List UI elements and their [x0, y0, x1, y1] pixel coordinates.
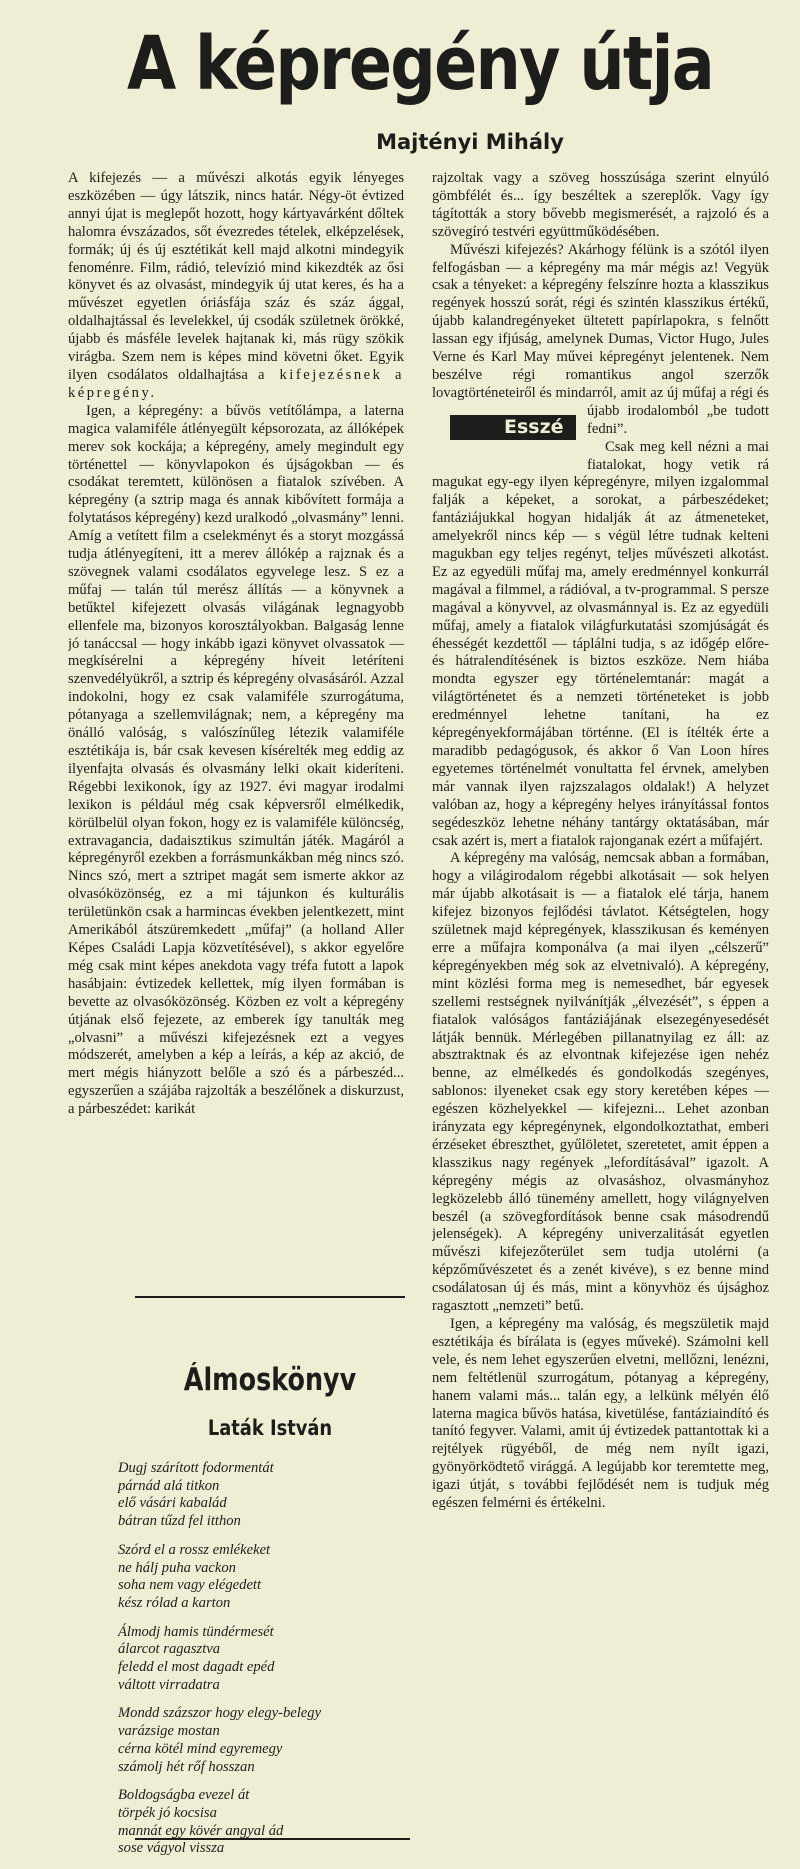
poem-stanza	[118, 1624, 408, 1695]
poem-line: sose vágyol vissza	[118, 1840, 225, 1857]
poem-line: Mondd százszor hogy elegy-belegy	[118, 1705, 322, 1722]
article-title: A képregény útja	[127, 21, 713, 107]
poem-stanza	[118, 1542, 408, 1613]
article-paragraph: Művészi kifejezés? Akárhogy félünk is a szótól ilyen felfogásban — a képregény ma már mégis az! Vegyük csak a tényeket: a képregény felszínre hozta a klasszikus regények hosszú sorát, régi és szintén klasszikus értékű, újabb kalandregényeket ültetett papírlapokra, s felnőtt lassan egy ifjúság, amelynek Dumas, Victor Hugo, Jules Verne és Karl May művei képregényt jelentenek. Nem beszélve régi romantikus angol szerzők lovagtörténeteiről és mindarról, amit az új Esszé műfaj a régi és újabb irodalomból „be tudott fedni”.	[432, 241, 769, 438]
poem-line: bátran tűzd fel itthon	[118, 1513, 241, 1530]
poem-line: kész rólad a karton	[118, 1594, 231, 1611]
poem-line: cérna kötél mind egyremegy	[118, 1740, 283, 1757]
article-right-column	[432, 170, 769, 1820]
poem-stanza	[118, 1705, 408, 1776]
poem-line: varázsige mostan	[118, 1723, 220, 1740]
essze-label: Esszé	[450, 415, 576, 440]
article-paragraph: A képregény ma valóság, nemcsak abban a formában, hogy a világirodalom régebbi alkotásait — sok helyen már újabb alkotásait is — a fiatalok elé tárja, hanem kifejez bizonyos fejlődési távlatot. Kétségtelen, hogy születnek majd képregények, klasszikusan és keményen erre a műfajra komponálva (a mai ilyen „célszerű” képregényekben még sok az elvetnivaló). A képregény, mint közlési forma meg is nemesedhet, bár egyesek szellemi restségnek nyilvánítják „élvezését”, s éppen a fiatalok valóságos fantáziájának elsezegényesedését látják bennük. Mérlegében pillanatnyilag ez áll: az absztraktnak és az elvontnak kifejezése igen nehéz benne, az elmélkedés és gondolkodás szegényes, sablonos: ilyeneket csak egy story keretében képes — egészen közhelyekkel — kifejezni... Lehet azonban irányzata egy képregénynek, elgondolkoztathat, emberi érzéseket ébreszthet, gyűlöletet, szeretetet, amit éppen a klasszikus nagy regények „lefordításával” igazolt. A képregény mégis az olvasáshoz, olvasmányhoz legközelebb álló tünemény amellett, hogy világnyelven beszél (a szövegfordítások benne csak másodrendű jelenségek). A képregény univerzalitását egyetlen művészi kifejezőterület sem tudja utolérni (a képzőművészetet és a zenét kivéve), s ez benne mind csodálatosan új és más, mint a könyvhöz és újsághoz ragasztott „nemzeti” betű.	[432, 850, 769, 1315]
poem-line: Boldogságba evezel át	[118, 1787, 250, 1804]
poem-line: álarcot ragasztva	[118, 1641, 221, 1658]
article-paragraph: Csak meg kell nézni a mai fiatalokat, hogy vetik rá magukat egy-egy ilyen képregényre, milyen izgalommal falják a képeket, a sorokat, a párbeszédeket; fantáziájukkal hogyan hidalják át az átmeneteket, amelyekről nincs kép — s végül létre tudnak kelteni magukban egy teljes regényt, teljes művészeti alkotást. Ez az egyedüli műfaj ma, amely eredménnyel konkurrál magával a filmmel, a rádióval, a tv-programmal. S persze magával a könyvvel, az olvasmánnyal is. Ez az egyedüli műfaj, amely a fiatalok világfurkutatási szomjúságát és éhességét kezdettől — táplálni tudja, s az időgép előre- és hátralendítésének is biztos eszköze. Nem hiába mondta egyszer egy történelemtanár: magát a világtörténetet és a nemzeti történeteket is jobb eredménnyel lehetne tanítani, ha ez képregényekformájában történne. (El is ítélték érte a maradibb pedagógusok, és akkor ő Van Loon híres egyetemes történelmét vonultatta fel érvnek, amelyben már vannak ilyen rajzszalagos oldalak!) A helyzet valóban az, hogy a képregény helyes irányítással fontos segédeszköz lehetne néhány tantárgy oktatásában, már csak azért is, mert a fiatalok rajonganak ezért a műfajért.	[432, 438, 769, 849]
bottom-divider	[135, 1838, 410, 1840]
poem-line: váltott virradatra	[118, 1676, 220, 1693]
section-divider	[135, 1296, 405, 1298]
article-paragraph: Igen, a képregény ma valóság, és megszületik majd esztétikája és bírálata is (egyes műveké). Számolni kell vele, és nem lehet egyszerűen elvetni, mellőzni, lenézni, nem feltétlenül szurrogátum, pótanyag a képregény, hanem valami más... talán egy, a lelkünk mélyén élő laterna magica bűvös hatása, kivetülése, fantáziaindító és tanító fegyver. Valami, amit új évtizedek pattantottak ki a rejtélyek rügyéből, de még nem nyílt igazi, gyönyörködtető virággá. A legújabb kor teremtette meg, igazi útját, s további fejlődését nem is tudjuk még egészen felmérni és értékelni.	[432, 1316, 769, 1512]
poem-title: Álmoskönyv	[183, 1362, 357, 1398]
poem-line: számolj hét rőf hosszan	[118, 1758, 255, 1775]
article-paragraph: Igen, a képregény: a bűvös vetítőlámpa, a laterna magica valamiféle átlényegült képsorozata, az állóképek merev sok kockája; a képregény, amely megindult egy történettel — könyvlapokon és újságokban — és csodákat teremtett, különösen a fiatalok szívében. A képregény (a sztrip maga és annak kibővített formája a folytatásos képregény) kezd uralkodó „olvasmány” lenni. Amíg a vetített film a cselekményt és a storyt mozgássá tudja átlényegíteni, itt a merev állókép a rajznak és a szövegnek valami csodálatos egyvelege lesz. S ez a műfaj — talán túl merész állítás — a könyvnek a betűktel kifejezett olvasás világának legnagyobb ellenfele ma, bizonyos korosztályokban. Balgaság lenne jó tanáccsal — hogy inkább igazi könyvet olvassatok — megkísérelni a képregény híveit letéríteni szenvedélyükről, a sztrip és képregény olvasásáról. Azzal indokolni, hogy ez csak valamiféle szurrogátuma, pótanyaga a szellemvilágnak; nem, a képregény ma önálló valóság, s valószínűleg létezik valamiféle esztétikája is, bár csak kevesen kísérelték meg eddig az ilyenfajta olvasás és olvasmány lelki okait kideríteni. Régebbi lexikonok, így az 1927. évi magyar irodalmi lexikon is például még csak képversről elmélkedik, körülbelül olyan fokon, hogy ez is valamiféle különcség, extravagancia, dadaisztikus szimultán játék. Magáról a képregényről ezekben a forrásmunkákban még nincs szó. Nincs szó, mert a sztripet magát sem ismerte akkor az olvasóközönség, ez a mi tájunkon és kulturális területünkön csak a harmincas években jelentkezett, mint Amerikából átszüremkedett „műfaj” (a holland Aller Képes Családi Lapja közvetítésével), s akkor egyelőre még csak mint képes anekdota vagy tréfa futott a lapok hasábjain: évtizedek kellettek, míg ilyen formában is bevette az olvasóközönség. Közben ez volt a képregény útjának első fejezete, az emberek így tanulták meg „olvasni” a művészi kifejezésnek ezt a vegyes módszerét, amelyben a kép a leírás, a kép az akció, de mert mégis hiányzott belőle a szó és a párbeszéd... egyszerűen a szájába rajzolták a beszélőnek a diskurzust, a párbeszédet: karikát	[68, 402, 404, 1118]
poem-stanza	[118, 1460, 408, 1531]
poem-line: soha nem vagy elégedett	[118, 1577, 262, 1594]
article-paragraph: rajzoltak vagy a szöveg hosszúsága szerint elnyúló gömbfélét és... így beszéltek a szereplők. Vagy így tágították a story bővebb megismerését, a rajzoló és a szövegíró testvéri együttműködésében.	[432, 170, 769, 240]
poem-author: Laták István	[207, 1416, 333, 1440]
poem-line: Szórd el a rossz emlékeket	[118, 1541, 271, 1558]
article-left-column	[68, 170, 404, 1285]
poem-line: mannát egy kövér angyal ád	[118, 1822, 284, 1839]
poem-stanza	[118, 1787, 408, 1858]
poem-line: Dugj szárított fodormentát	[118, 1460, 274, 1476]
article-author: Majtényi Mihály	[376, 130, 564, 154]
poem-line: feledd el most dagadt epéd	[118, 1659, 275, 1676]
poem-line: elő vásári kabalád	[118, 1495, 227, 1512]
poem-line: párnád alá titkon	[118, 1477, 220, 1494]
poem-line: Álmodj hamis tündérmesét	[118, 1623, 274, 1640]
article-paragraph: A kifejezés — a művészi alkotás egyik lényeges eszközében — úgy látszik, nincs határ. Négy-öt évtized annyi újat is meglepőt hozott, hogy kártyavárként dőltek halomra évszázados, sőt évezredes tételek, elképzelések, formák; új és új esztétikát kell majd alkotni mindegyik fenoménre. Film, rádió, televízió mind kikezdték az ősi könyvet és az olvasást, mindegyik új utat keres, és ha a művészet egyetlen óriásfája száz és száz ággal, oldalhajtással és levelekkel, új csodák születnek örökké, újabb és másféle levelek hajtanak ki, más rügy szökik virágba. Szem nem is képes mind követni őket. Egyik ilyen csodálatos oldalhajtása a kifejezésnek a képregény.	[68, 170, 404, 401]
poem-line: törpék jó kocsisa	[118, 1804, 217, 1821]
poem-line: ne hálj puha vackon	[118, 1559, 236, 1576]
poem-body	[118, 1460, 408, 1869]
